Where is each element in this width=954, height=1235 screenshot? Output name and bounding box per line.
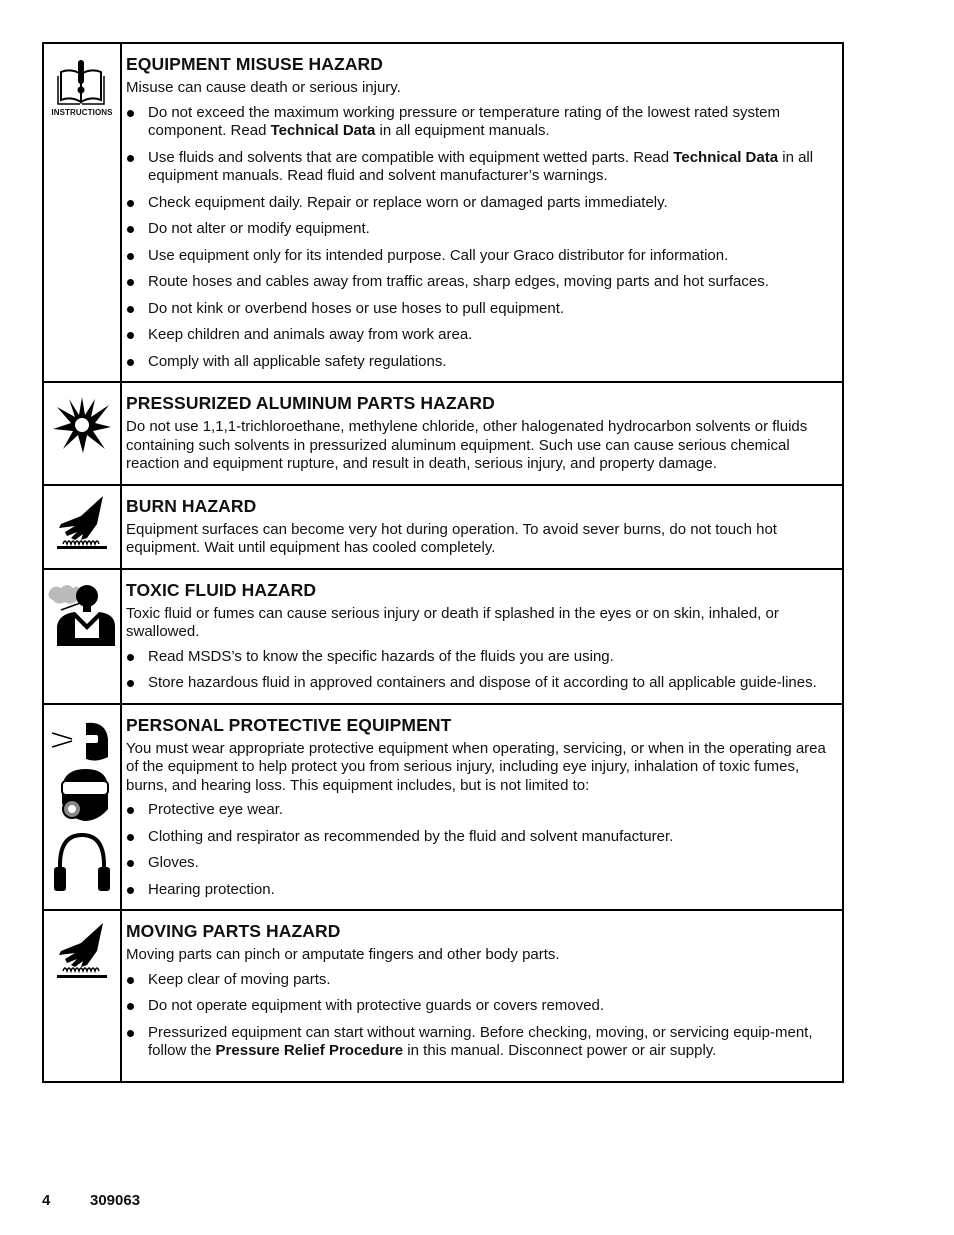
- icon-cell: [43, 704, 121, 911]
- text-cell: [121, 43, 843, 382]
- explosion-icon: [51, 393, 113, 455]
- section-moving-parts: [43, 910, 843, 1082]
- section-title: TOXIC FLUID HAZARD: [126, 579, 317, 600]
- bullet-item: Store hazardous fluid in approved containers and dispose of it according to all applicable guide-lines.: [126, 674, 832, 693]
- section-description: Misuse can cause death or serious injury.: [126, 79, 401, 96]
- document-number: 309063: [90, 1192, 141, 1209]
- hearing-protection-icon: [54, 835, 110, 891]
- section-title: PRESSURIZED ALUMINUM PARTS HAZARD: [126, 393, 495, 413]
- bullet-item: Gloves.: [126, 854, 832, 873]
- hand-pinch-icon: [53, 921, 111, 981]
- bullet-item: Keep clear of moving parts.: [126, 971, 832, 990]
- instructions-label: INSTRUCTIONS: [51, 108, 113, 117]
- section-title: PERSONAL PROTECTIVE EQUIPMENT: [126, 714, 452, 735]
- bullet-item: Hearing protection.: [126, 881, 832, 900]
- text-cell: [121, 485, 843, 569]
- icon-cell: [43, 485, 121, 569]
- section-personal-protective-equipment: [43, 704, 843, 911]
- hot-surface-hand-icon: [53, 494, 111, 552]
- protective-equipment-icon: [50, 717, 114, 895]
- section-description: Moving parts can pinch or amputate fingers and other body parts.: [126, 946, 560, 963]
- bullet-item: Protective eye wear.: [126, 801, 832, 820]
- bullet-item: Do not exceed the maximum working pressure or temperature rating of the lowest rated system component. Read Technical Data in all equipment manuals.: [126, 104, 832, 141]
- section-description: Do not use 1,1,1-trichloroethane, methylene chloride, other halogenated hydrocarbon solvents or fluids containing such solvents in pressurized aluminum equipment. Such use can cause serious chemical reaction and equipment rupture, and result in death, serious injury, and property damage.: [126, 418, 808, 472]
- bullet-list: [126, 648, 832, 693]
- bullet-item: Check equipment daily. Repair or replace worn or damaged parts immediately.: [126, 194, 832, 213]
- bullet-item: Use fluids and solvents that are compatible with equipment wetted parts. Read Technical Data in all equipment manuals. Read fluid and solvent manufacturer’s warnings.: [126, 149, 832, 186]
- section-burn: [43, 485, 843, 569]
- icon-cell: [43, 910, 121, 1082]
- section-pressurized-aluminum: [43, 382, 843, 485]
- text-cell: [121, 910, 843, 1082]
- instructions-book-icon: [57, 58, 107, 106]
- bullet-item: Pressurized equipment can start without warning. Before checking, moving, or servicing equip-ment, follow the Pressure Relief Procedure in this manual. Disconnect power or air supply.: [126, 1024, 832, 1061]
- bullet-item: Route hoses and cables away from traffic areas, sharp edges, moving parts and hot surfaces.: [126, 273, 832, 292]
- section-description: You must wear appropriate protective equipment when operating, servicing, or when in the operating area of the equipment to help protect you from serious injury, including eye injury, inhalation of toxic fumes, burns, and hearing loss. This equipment includes, but is not limited to:: [126, 739, 826, 794]
- icon-cell: [43, 382, 121, 485]
- bullet-item: Keep children and animals away from work area.: [126, 326, 832, 345]
- icon-cell: [43, 569, 121, 704]
- toxic-fumes-person-icon: [47, 582, 117, 646]
- icon-cell: [43, 43, 121, 382]
- safety-warnings-table: [42, 42, 844, 1083]
- bullet-list: [126, 801, 832, 899]
- section-title: EQUIPMENT MISUSE HAZARD: [126, 54, 384, 74]
- respirator-icon: [62, 769, 108, 821]
- section-equipment-misuse: [43, 43, 843, 382]
- bullet-item: Do not kink or overbend hoses or use hoses to pull equipment.: [126, 300, 832, 319]
- bullet-item: Read MSDS’s to know the specific hazards of the fluids you are using.: [126, 648, 832, 667]
- section-description: Toxic fluid or fumes can cause serious injury or death if splashed in the eyes or on skin, inhaled, or swallowed.: [126, 604, 779, 640]
- bullet-list: [126, 104, 832, 372]
- bullet-item: Comply with all applicable safety regulations.: [126, 353, 832, 372]
- section-description: Equipment surfaces can become very hot during operation. To avoid sever burns, do not touch hot equipment. Wait until equipment has cooled completely.: [126, 520, 777, 556]
- page-number: 4: [42, 1192, 51, 1209]
- section-toxic-fluid: [43, 569, 843, 704]
- bullet-item: Use equipment only for its intended purpose. Call your Graco distributor for information.: [126, 247, 832, 266]
- safety-glasses-icon: [52, 722, 108, 760]
- text-cell: [121, 382, 843, 485]
- text-cell: [121, 569, 843, 704]
- section-title: MOVING PARTS HAZARD: [126, 921, 341, 941]
- bullet-item: Clothing and respirator as recommended by the fluid and solvent manufacturer.: [126, 828, 832, 847]
- bullet-item: Do not operate equipment with protective guards or covers removed.: [126, 997, 832, 1016]
- text-cell: [121, 704, 843, 911]
- section-title: BURN HAZARD: [126, 495, 257, 516]
- bullet-item: Do not alter or modify equipment.: [126, 220, 832, 239]
- bullet-list: [126, 971, 832, 1061]
